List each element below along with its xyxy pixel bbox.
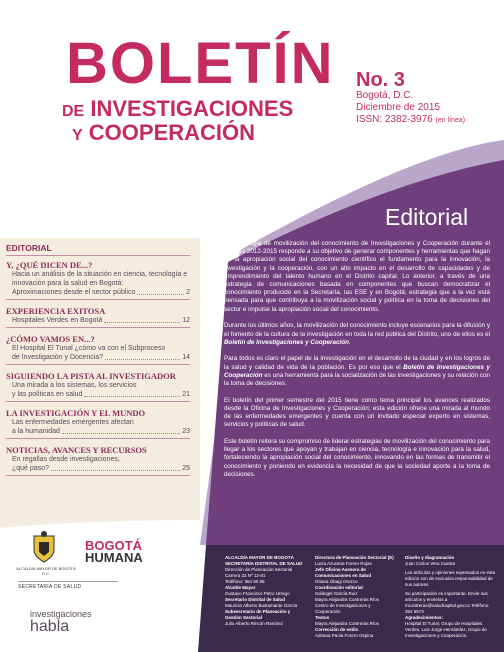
toc-divider — [6, 364, 190, 365]
credit-role: ALCALDÍA MAYOR DE BOGOTÁ SECRETARÍA DISTRITAL DE SALUD — [225, 555, 303, 566]
credits-column-3 — [405, 555, 497, 639]
credit-text: Solángel García Ruiz — [315, 591, 358, 596]
toc-entry-text: Una mirada a los sistemas, los servicios — [12, 382, 137, 389]
credit-role: Textos — [315, 615, 330, 620]
bogota-humana-logo — [85, 540, 143, 564]
toc-divider — [6, 299, 190, 300]
credit-text: Centro de Investigaciones y Cooperación — [315, 603, 371, 614]
subtitle-y: Y — [72, 127, 83, 144]
p3-end: es una herramienta para la socialización de las investigaciones y su relación con la toma de decisiones. — [224, 371, 490, 388]
editorial-paragraph-2 — [224, 322, 490, 347]
toc-section-title: NOTICIAS, AVANCES Y RECURSOS — [6, 445, 147, 455]
logo-investigaciones-word: investigaciones — [30, 609, 92, 619]
toc-leader-dots — [105, 359, 180, 360]
credit-role: Diseño y diagramación — [405, 555, 455, 560]
logo-humana-word: HUMANA — [85, 550, 143, 565]
toc-section-title: EXPERIENCIA EXITOSA — [6, 306, 106, 316]
p3-emphasis: Boletín de Investigaciones y Cooperación — [224, 363, 490, 379]
toc-sections — [6, 260, 190, 476]
toc-entry-text: Hacia un análisis de la situación en ciencia, tecnología e innovación para la salud en Bogotá: — [12, 271, 188, 287]
editorial-paragraph-4: El boletín del primer semestre del 2015 tiene como tema principal los avances realizados desde la Oficina de Investigaciones y Cooperación; esta edición ofrece una mirada al mundo de las enfermedades emergentes y cuenta con un invitado especial experto en sistemas, servicios y políticas de salud. — [224, 396, 490, 429]
issue-number: No. 3 — [356, 69, 405, 91]
p2-end: . — [348, 338, 351, 346]
credit-role: Coordinación editorial — [315, 585, 363, 590]
editorial-paragraph-1: La estrategia de movilización del conocimiento de Investigaciones y Cooperación durante el periodo 2012-2015 responde a su objetivo de generar componentes y herramientas que hagan de la apropiación social del conocimiento científico el fundamento para la innovación, la investigación y la cooperación, con un alto impacto en el desarrollo de capacidades y de emprendimiento del talento humano en el Distrito capital. Lo anterior, a través de una estrategia de comunicaciones basada en componentes que buscan democratizar el conocimiento producido en la Secretaría, las ESE y en Bogotá; estrategia que a la vez está pensada para que contribuya a la movilización social y política en la toma de decisiones del sector e impulse la apropiación social del conocimiento. — [224, 240, 490, 313]
credit-text: Dirección de Planeación Sectorial — [225, 567, 293, 572]
issue-issn — [356, 114, 465, 127]
toc-entry[interactable] — [6, 316, 190, 325]
toc-entry[interactable] — [6, 464, 190, 473]
divider — [18, 581, 118, 582]
toc-section — [6, 306, 190, 328]
credits-column-2 — [315, 555, 397, 639]
toc-entry[interactable] — [6, 288, 190, 297]
credit-text: Julio Alberto Rincón Ramírez — [225, 621, 284, 626]
secretaria-salud-label: SECRETARÍA DE SALUD — [18, 584, 82, 590]
toc-page-number: 25 — [182, 465, 190, 472]
credit-text: Su participación es importante. Envíe sus artículos y envíelos a mcontreras@saludcapital.gov.co Teléfono: 364 9573 — [405, 591, 490, 614]
credit-role: Agradecimientos: — [405, 615, 444, 620]
toc-divider — [6, 327, 190, 328]
toc-section-title: Y, ¿QUÉ DICEN DE...? — [6, 260, 93, 270]
credit-text: Adriana Paola Forero Ospina — [315, 633, 374, 638]
credit-text: Los artículos y opiniones expresados en esta edición son de exclusiva responsabilidad de sus autores. — [405, 570, 496, 587]
toc-section-title: ¿CÓMO VAMOS EN...? — [6, 334, 95, 344]
toc-entry[interactable] — [6, 344, 190, 353]
toc-entry-text: y las políticas en salud — [12, 391, 83, 398]
toc-entry-text: Hospitales Verdes en Bogotá — [12, 317, 103, 324]
subtitle-investigaciones: INVESTIGACIONES — [90, 96, 294, 121]
credit-text: Mauricio Alberto Bustamante García — [225, 603, 298, 608]
credit-text: Carrera 32 Nº 12-81 — [225, 573, 266, 578]
toc-section — [6, 334, 190, 365]
toc-entry[interactable] — [6, 353, 190, 362]
credit-role: Jefe Oficina Asesora de Comunicaciones en Salud — [315, 567, 372, 578]
toc-entry-text: Aproximaciones desde el sector público — [12, 289, 136, 296]
credit-role: Alcalde Mayor — [225, 585, 256, 590]
issue-date: Diciembre de 2015 — [356, 102, 440, 113]
toc-page-number: 21 — [182, 391, 190, 398]
table-of-contents — [6, 243, 190, 482]
toc-section-title: SIGUIENDO LA PISTA AL INVESTIGADOR — [6, 371, 176, 381]
subtitle-de: DE — [62, 103, 85, 120]
credit-text: Lucía Azucena Forero Rojas — [315, 561, 372, 566]
credit-text: Juan Carlos Vera Cuesta — [405, 561, 456, 566]
toc-divider — [6, 475, 190, 476]
issue-info — [356, 70, 465, 127]
credits-column-1 — [225, 555, 307, 627]
toc-entry-text: de Investigación y Docencia? — [12, 354, 104, 361]
credit-text: Oriana Obagi Orozco — [315, 579, 358, 584]
editorial-heading: Editorial — [385, 204, 469, 230]
toc-section — [6, 371, 190, 402]
credit-role: Directora de Planeación Sectorial (E) — [315, 555, 394, 560]
toc-page-number: 14 — [182, 354, 190, 361]
toc-page-number: 2 — [186, 289, 190, 296]
toc-leader-dots — [104, 322, 180, 323]
investigaciones-habla-logo — [30, 610, 92, 635]
toc-divider — [6, 438, 190, 439]
credit-role: Corrección de estilo — [315, 627, 359, 632]
toc-section — [6, 445, 190, 476]
toc-page-number: 23 — [182, 428, 190, 435]
toc-heading: EDITORIAL — [6, 243, 190, 256]
toc-section-title: LA INVESTIGACIÓN Y EL MUNDO — [6, 408, 146, 418]
credit-text: Mayra Alejandra Contreras Ríos — [315, 621, 380, 626]
credit-role: Secretario Distrital de Salud — [225, 597, 286, 602]
credit-role: Subsecretario de Planeación y Gestión Sectorial — [225, 609, 291, 620]
toc-entry[interactable] — [6, 455, 190, 464]
toc-section — [6, 260, 190, 300]
toc-entry-text: El Hospital El Tunal ¿cómo va con el Subproceso — [12, 345, 166, 352]
alcaldia-label: ALCALDÍA MAYOR DE BOGOTÁ D.C. — [16, 566, 76, 576]
toc-leader-dots — [137, 294, 184, 295]
toc-entry-text: En regallas desde investigaciones, — [12, 456, 120, 463]
subtitle-line-2 — [72, 120, 255, 146]
toc-entry-text: ¿qué paso? — [12, 465, 49, 472]
logo-habla-word: habla — [30, 618, 70, 635]
credit-text: Teléfono: 364 90 85 — [225, 579, 265, 584]
p3-text: Para todos es claro el papel de la investigación en el desarrollo de la ciudad y en los logros de la salud y calidad de vida de la población. Es por eso que el — [224, 355, 490, 371]
editorial-paragraph-3 — [224, 355, 490, 388]
toc-leader-dots — [51, 470, 180, 471]
toc-section — [6, 408, 190, 439]
subtitle-cooperacion: COOPERACIÓN — [88, 120, 256, 145]
credit-text: Hospital El Tunal, Grupo de Hospitales Verdes, Luis Jorge Hernández, Grupo de Investigaciones y Cooperación. — [405, 621, 487, 638]
toc-divider — [6, 401, 190, 402]
issn-note: (en línea) — [435, 117, 466, 124]
toc-entry[interactable] — [6, 390, 190, 399]
editorial-paragraph-5: Este boletín reitera su compromiso de liderar estrategias de movilización del conocimiento para llegar a los sectores que apoyan y trabajan en ciencia, tecnología e innovación para la salud, fortaleciendo la apropiación social del conocimiento, innovando en las formas de transmitir el conocimiento y poniendo en evidencia la necesidad de que la sociedad aporte a la toma de decisiones. — [224, 438, 491, 478]
bogota-coat-of-arms-icon — [30, 530, 58, 564]
boletin-title: BOLETÍN — [66, 31, 335, 96]
toc-entry-text: a la humanidad — [12, 428, 60, 435]
toc-entry[interactable] — [6, 381, 190, 390]
toc-leader-dots — [84, 396, 180, 397]
credit-text: Mayra Alejandra Contreras Ríos — [315, 597, 380, 602]
toc-entry[interactable] — [6, 418, 190, 427]
toc-entry-text: Las enfermedades emergentes afectan — [12, 419, 134, 426]
editorial-body — [224, 240, 490, 488]
p2-emphasis: Boletín de Investigaciones y Cooperación — [224, 338, 349, 346]
toc-page-number: 12 — [182, 317, 190, 324]
issn-value: ISSN: 2382-3976 — [356, 114, 433, 125]
p2-text: Durante los últimos años, la movilización del conocimiento incluye escenarios para la difusión y el fomento de la cultura de la investigación en toda la red pública del Distrito, uno de ellos es el — [224, 322, 490, 338]
toc-entry[interactable] — [6, 270, 190, 288]
subtitle-line-1 — [62, 96, 293, 122]
toc-leader-dots — [62, 433, 180, 434]
logo-bogota-word: BOGOTÁ — [85, 538, 143, 553]
issue-city: Bogotá, D.C. — [356, 90, 414, 101]
credit-text: Gustavo Francisco Petro Urrego — [225, 591, 290, 596]
toc-entry[interactable] — [6, 427, 190, 436]
